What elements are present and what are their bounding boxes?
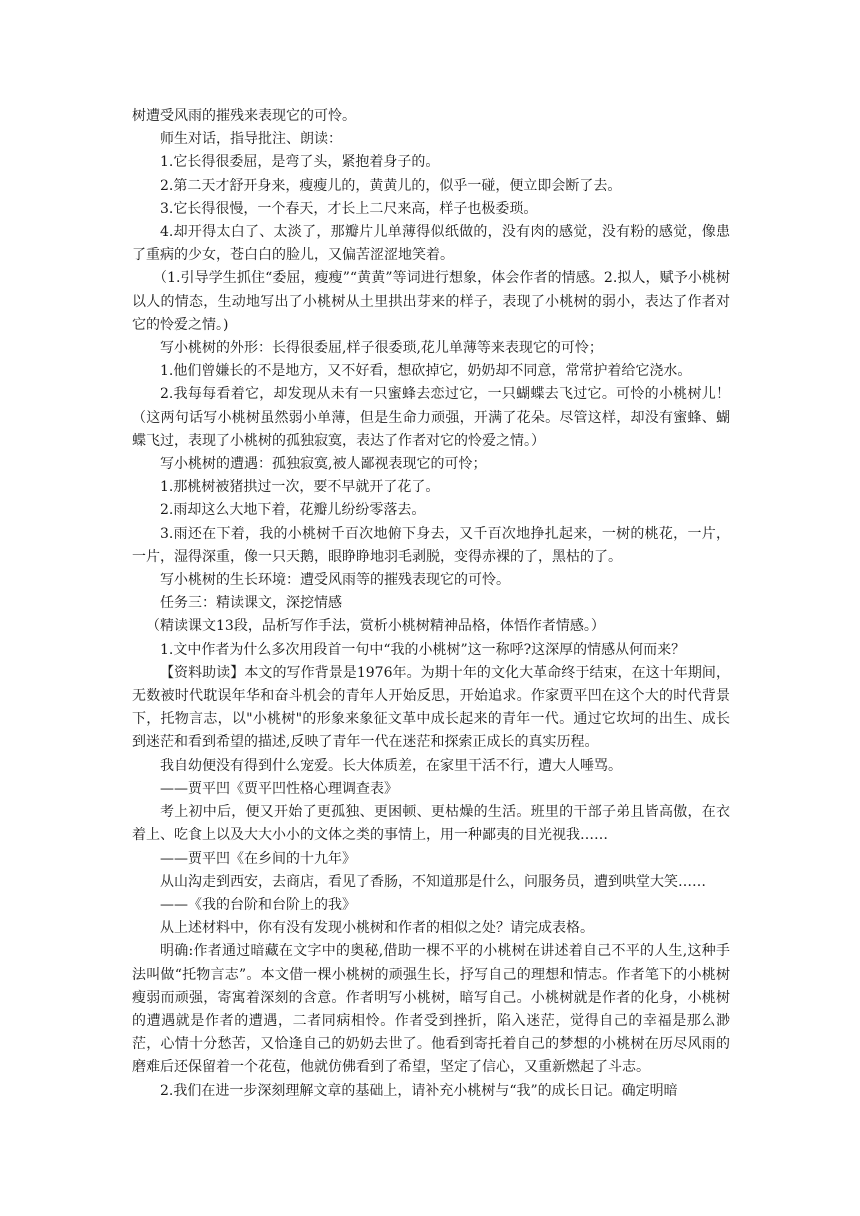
paragraph: 4.却开得太白了、太淡了，那瓣片儿单薄得似纸做的，没有肉的感觉，没有粉的感觉，像患了重病的少女，苍白白的脸儿，又偏苦涩涩地笑着。 [132,224,730,264]
paragraph: （精读课文13段，品析写作手法，赏析小桃树精神品格，体悟作者情感。） [146,618,605,635]
paragraph: 写小桃树的外形：长得很委屈,样子很委琐,花儿单薄等来表现它的可怜； [160,340,603,357]
paragraph: 3.雨还在下着，我的小桃树千百次地俯下身去，又千百次地挣扎起来，一树的桃花，一片，一片，湿得深重，像一只天鹅，眼睁睁地羽毛剥脱，变得赤裸的了，黑枯的了。 [132,525,730,565]
paragraph: 【资料助读】本文的写作背景是1976年。为期十年的文化大革命终于结束，在这十年期间，无数被时代耽误年华和奋斗机会的青年人开始反思，开始追求。作家贾平凹在这个大的时代背景下，托物言志，以"小桃树"的形象来象征文革中成长起来的青年一代。通过它坎坷的出生、成长到迷茫和看到希望的描述,反映了青年一代在迷茫和探索正成长的真实历程。 [132,664,730,751]
paragraph: 2.雨却这么大地下着，花瓣儿纷纷零落去。 [160,502,426,519]
paragraph: ——贾平凹《贾平凹性格心理调查表》 [160,780,398,797]
paragraph: 从上述材料中，你有没有发现小桃树和作者的相似之处？请完成表格。 [160,920,594,937]
paragraph: 1.那桃树被猪拱过一次，要不早就开了花了。 [160,479,440,496]
paragraph: 写小桃树的遭遇：孤独寂寞,被人鄙视表现它的可怜； [160,456,487,473]
paragraph: 明确:作者通过暗藏在文字中的奥秘,借助一棵不平的小桃树在讲述着自己不平的人生,这种手法叫做“托物言志”。本文借一棵小桃树的顽强生长，抒写自己的理想和情志。作者笔下的小桃树瘦弱而顽强，寄寓着深刻的含意。作者明写小桃树，暗写自己。小桃树就是作者的化身，小桃树的遭遇就是作者的遭遇，二者同病相怜。作者受到挫折，陷入迷茫，觉得自己的幸福是那么渺茫，心情十分愁苦，又恰逢自己的奶奶去世了。他看到寄托着自己的梦想的小桃树在历尽风雨的磨难后还保留着一个花苞，他就仿佛看到了希望，坚定了信心，又重新燃起了斗志。 [132,943,730,1076]
paragraph: 从山沟走到西安，去商店，看见了香肠，不知道那是什么，问服务员，遭到哄堂大笑…… [160,873,706,890]
paragraph: 树遭受风雨的摧残来表现它的可怜。 [132,108,356,124]
paragraph: 1.他们曾嫌长的不是地方，又不好看，想砍掉它，奶奶却不同意，常常护着给它浇水。 [160,363,692,380]
paragraph: 3.它长得很慢，一个春天，才长上二尺来高，样子也极委琐。 [160,200,538,217]
paragraph: 2.第二天才舒开身来，瘦瘦儿的，黄黄儿的，似乎一碰，便立即会断了去。 [160,177,622,194]
paragraph: 我自幼便没有得到什么宠爱。长大体质差，在家里干活不行，遭大人唾骂。 [160,757,622,774]
paragraph: 1.它长得很委屈，是弯了头，紧抱着身子的。 [160,154,440,171]
paragraph: 师生对话，指导批注、朗读： [160,131,342,148]
paragraph: 1.文中作者为什么多次用段首一句中“我的小桃树”这一称呼?这深厚的情感从何而来？ [160,641,686,658]
paragraph: （1.引导学生抓住“委屈，瘦瘦”“黄黄”等词进行想象，体会作者的情感。2.拟人，赋予小桃树以人的情态，生动地写出了小桃树从土里拱出芽来的样子，表现了小桃树的弱小，表达了作者对它的怜爱之情。) [132,270,730,333]
paragraph: 任务三：精读课文，深挖情感 [160,595,342,612]
paragraph: 2.我每每看着它，却发现从未有一只蜜蜂去恋过它，一只蝴蝶去飞过它。可怜的小桃树儿！ （这两句话写小桃树虽然弱小单薄，但是生命力顽强，开满了花朵。尽管这样，却没有蜜蜂、蝴蝶飞过，表现了小桃树的孤独寂寞，表达了作者对它的怜爱之情。） [132,386,730,449]
paragraph: ——《我的台阶和台阶上的我》 [160,896,356,913]
document-body [132,105,730,1103]
paragraph: 考上初中后，便又开始了更孤独、更困顿、更枯燥的生活。班里的干部子弟且皆高傲，在衣着上、吃食上以及大大小小的文体之类的事情上，用一种鄙夷的目光视我…… [132,804,730,844]
paragraph: ——贾平凹《在乡间的十九年》 [160,850,356,867]
paragraph: 2.我们在进一步深刻理解文章的基础上，请补充小桃树与“我”的成长日记。确定明暗 [160,1082,678,1099]
paragraph: 写小桃树的生长环境：遭受风雨等的摧残表现它的可怜。 [160,572,510,589]
